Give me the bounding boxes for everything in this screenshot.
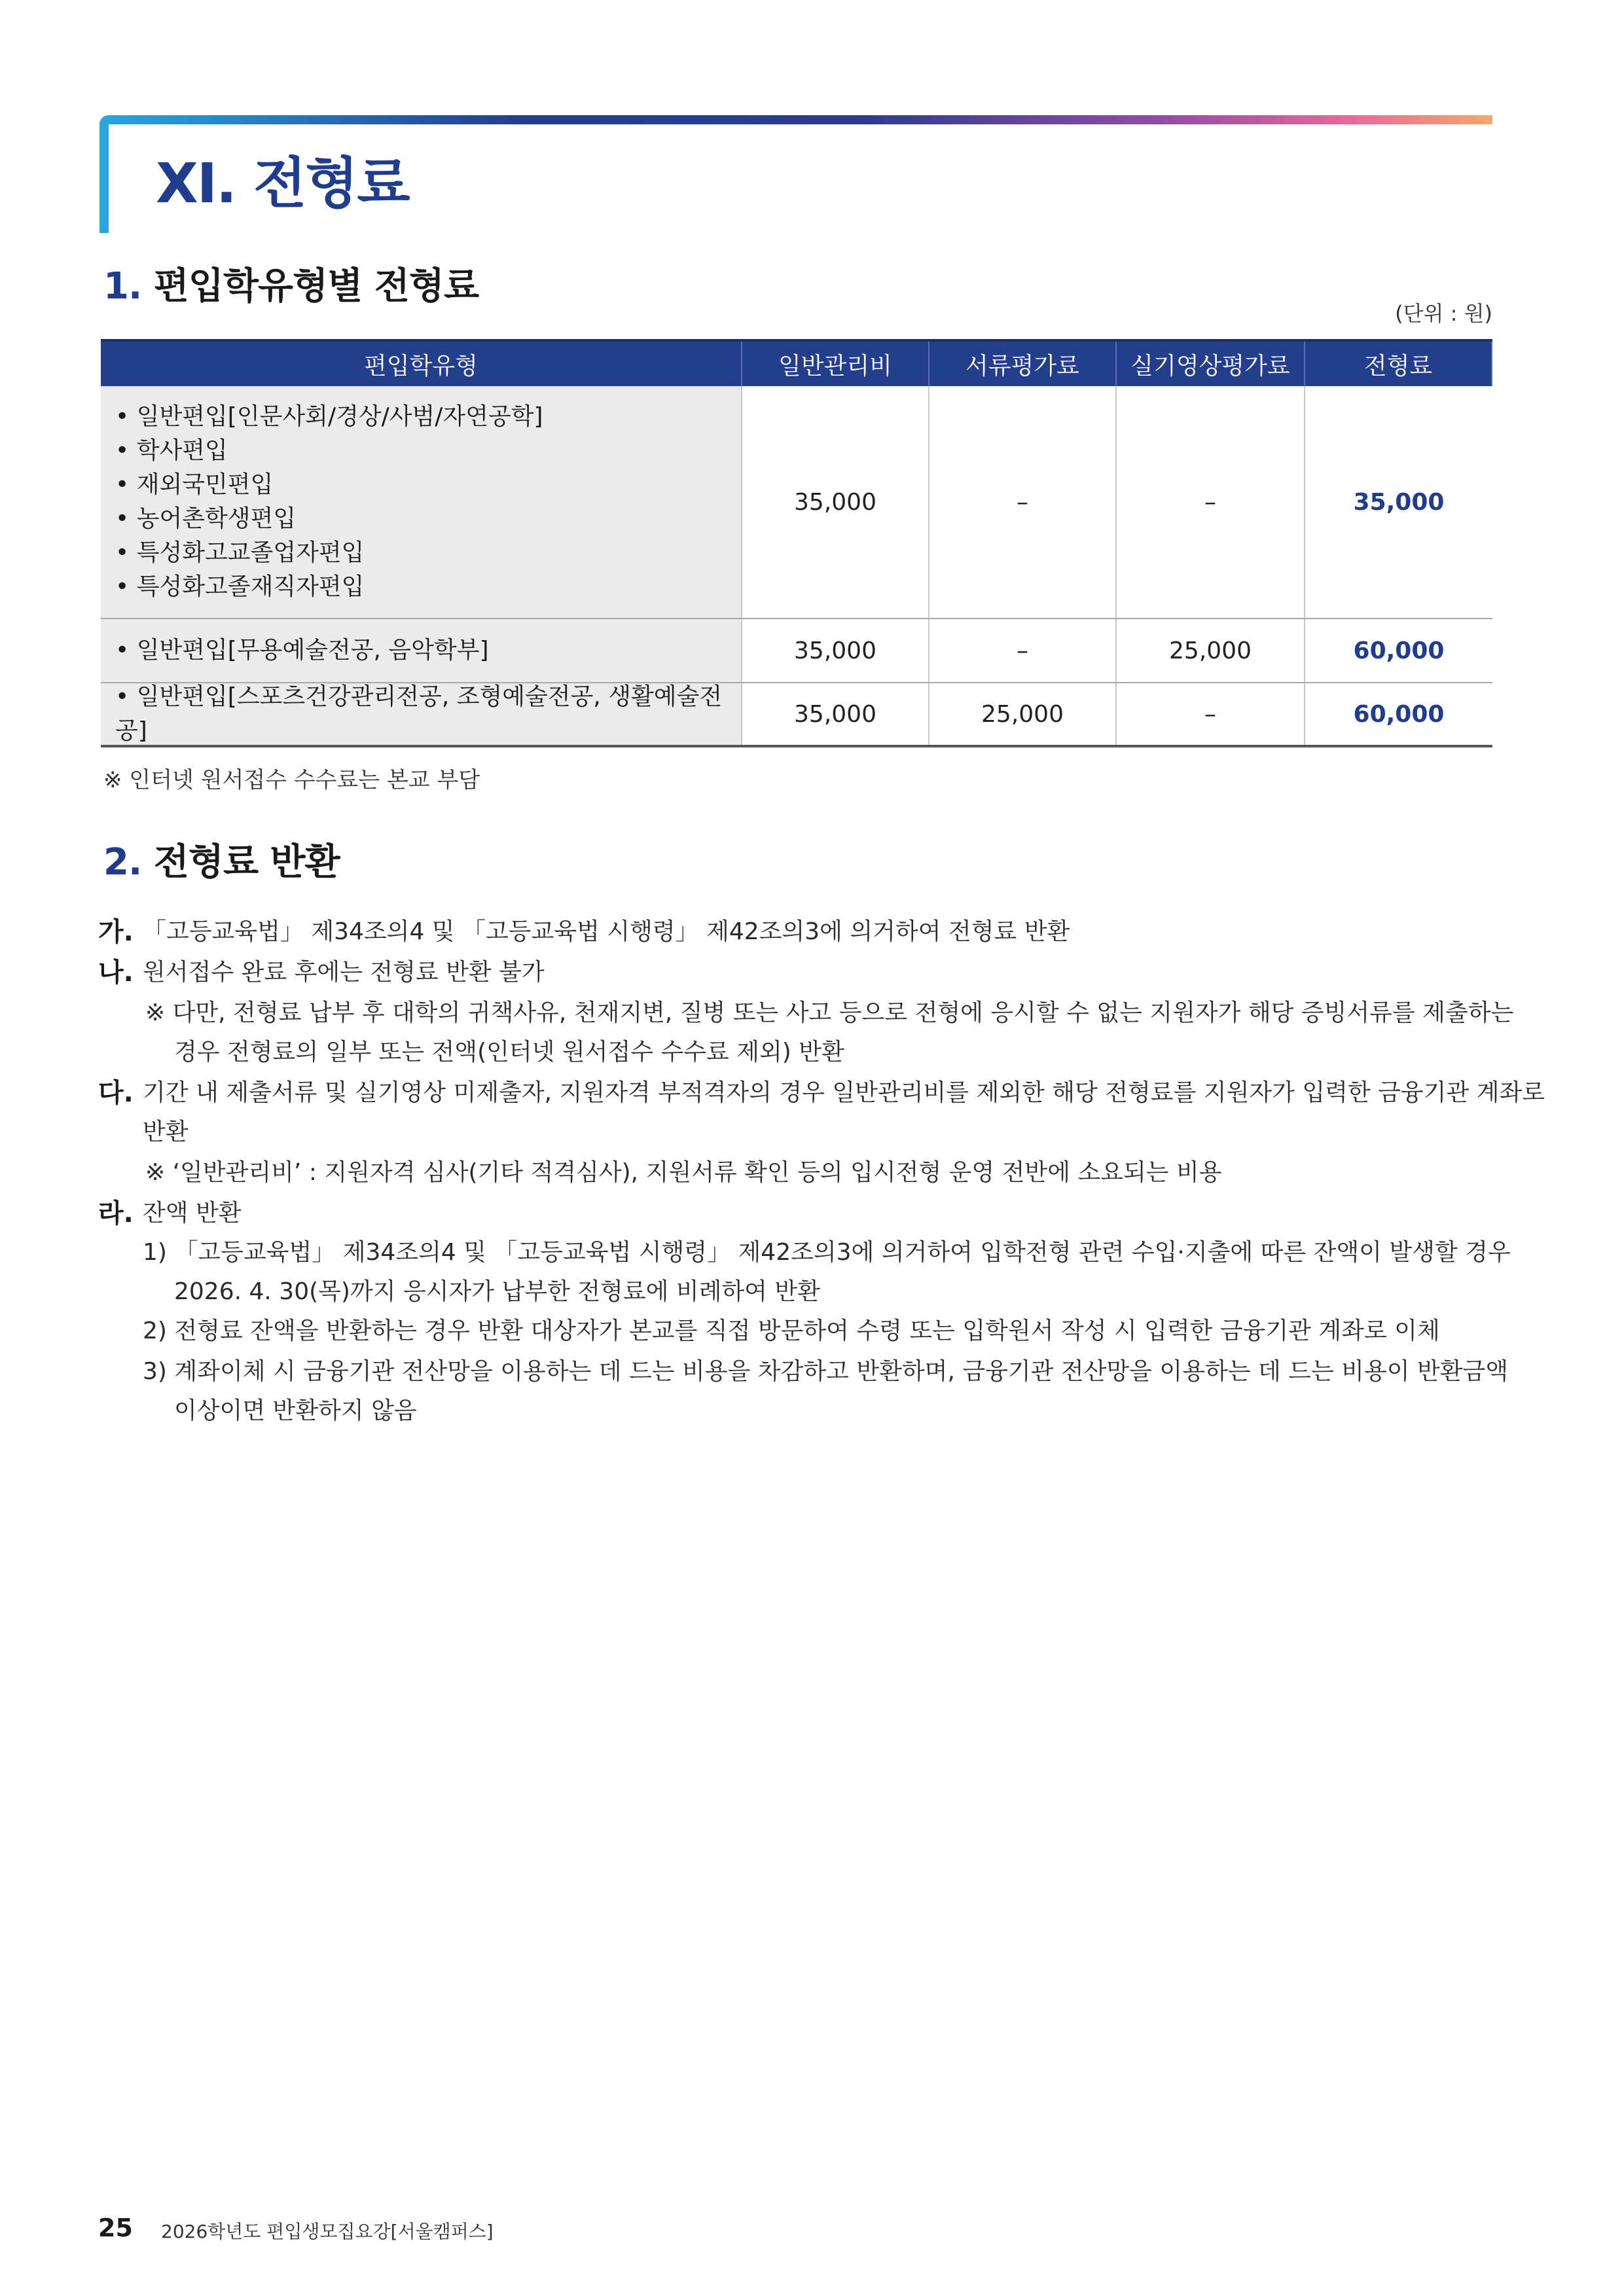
document-fee-cell: – bbox=[929, 619, 1117, 682]
refund-sub-line: 1) 「고등교육법」 제34조의4 및 「고등교육법 시행령」 제42조의3에 의거하여 입학전형 관련 수입·지출에 따른 잔액이 발생할 경우 bbox=[143, 1239, 1511, 1266]
item-mark-ra: 라. bbox=[98, 1198, 134, 1229]
table-row bbox=[101, 386, 1492, 619]
header-document-fee: 서류평가료 bbox=[929, 342, 1117, 386]
type-item: • 특성화고졸재직자편입 bbox=[115, 570, 543, 604]
refund-line: 잔액 반환 bbox=[143, 1200, 242, 1227]
type-item: • 일반편입[스포츠건강관리전공, 조형예술전공, 생활예술전공] bbox=[115, 680, 741, 748]
type-item: • 일반편입[무용예술전공, 음악학부] bbox=[115, 634, 489, 668]
section1-number: 1. bbox=[103, 265, 142, 308]
item-mark-ga: 가. bbox=[98, 917, 134, 947]
refund-sub-line: 2) 전형료 잔액을 반환하는 경우 반환 대상자가 본교를 직접 방문하여 수령 또는 입학원서 작성 시 입력한 금융기관 계좌로 이체 bbox=[143, 1318, 1440, 1344]
refund-note-line: 경우 전형료의 일부 또는 전액(인터넷 원서접수 수수료 제외) 반환 bbox=[174, 1039, 844, 1066]
section2-title: 전형료 반환 bbox=[153, 841, 340, 884]
document-fee-cell: – bbox=[929, 386, 1117, 618]
refund-line: 반환 bbox=[143, 1119, 189, 1145]
type-list bbox=[115, 400, 543, 604]
footer-title: 2026학년도 편입생모집요강[서울캠퍼스] bbox=[161, 2221, 494, 2242]
header-total: 전형료 bbox=[1305, 342, 1492, 386]
chapter-accent-hook bbox=[99, 115, 109, 233]
page-number: 25 bbox=[98, 2214, 133, 2242]
type-item: • 농어촌학생편입 bbox=[115, 502, 543, 536]
refund-note-line: ※ 다만, 전형료 납부 후 대학의 귀책사유, 천재지변, 질병 또는 사고 등으로 전형에 응시할 수 없는 지원자가 해당 증빙서류를 제출하는 bbox=[145, 999, 1514, 1026]
table-header-row bbox=[101, 339, 1492, 386]
type-list bbox=[115, 680, 741, 748]
chapter-gradient-bar bbox=[99, 115, 1492, 124]
refund-sub-line: 이상이면 반환하지 않음 bbox=[174, 1397, 417, 1424]
header-video-fee: 실기영상평가료 bbox=[1117, 342, 1305, 386]
type-cell bbox=[101, 386, 742, 618]
internet-fee-note: ※ 인터넷 원서접수 수수료는 본교 부담 bbox=[103, 767, 480, 793]
refund-line: 원서접수 완료 후에는 전형료 반환 불가 bbox=[143, 959, 545, 986]
document-fee-cell: 25,000 bbox=[929, 683, 1117, 745]
admin-fee-cell: 35,000 bbox=[742, 683, 929, 745]
table-row bbox=[101, 683, 1492, 747]
video-fee-cell: 25,000 bbox=[1117, 619, 1305, 682]
admin-fee-cell: 35,000 bbox=[742, 619, 929, 682]
type-cell bbox=[101, 683, 742, 745]
refund-sub-line: 3) 계좌이체 시 금융기관 전산망을 이용하는 데 드는 비용을 차감하고 반환하며, 금융기관 전산망을 이용하는 데 드는 비용이 반환금액 bbox=[143, 1358, 1509, 1385]
total-fee-cell: 35,000 bbox=[1353, 488, 1445, 516]
fee-table bbox=[101, 339, 1492, 747]
header-type: 편입학유형 bbox=[101, 342, 742, 386]
admin-fee-cell: 35,000 bbox=[742, 386, 929, 618]
header-admin-fee: 일반관리비 bbox=[742, 342, 929, 386]
section1-title: 편입학유형별 전형료 bbox=[153, 265, 479, 308]
section2-number: 2. bbox=[103, 841, 142, 884]
chapter-title: XI. 전형료 bbox=[156, 151, 409, 215]
refund-note-line: ※ ‘일반관리비’ : 지원자격 심사(기타 적격심사), 지원서류 확인 등의 입시전형 운영 전반에 소요되는 비용 bbox=[145, 1159, 1222, 1186]
video-fee-cell: – bbox=[1117, 386, 1305, 618]
total-fee-cell: 60,000 bbox=[1353, 637, 1445, 664]
type-item: • 학사편입 bbox=[115, 434, 543, 468]
total-fee-cell: 60,000 bbox=[1353, 700, 1445, 728]
unit-note: (단위 : 원) bbox=[1395, 301, 1492, 326]
item-mark-da: 다. bbox=[98, 1078, 134, 1108]
video-fee-cell: – bbox=[1117, 683, 1305, 745]
table-row bbox=[101, 619, 1492, 683]
refund-sub-line: 2026. 4. 30(목)까지 응시자가 납부한 전형료에 비례하여 반환 bbox=[174, 1278, 820, 1305]
type-cell bbox=[101, 619, 742, 682]
type-list bbox=[115, 634, 489, 668]
type-item: • 일반편입[인문사회/경상/사범/자연공학] bbox=[115, 400, 543, 434]
section2-heading bbox=[103, 841, 340, 884]
section1-heading bbox=[103, 265, 479, 308]
refund-line: 「고등교육법」 제34조의4 및 「고등교육법 시행령」 제42조의3에 의거하여 전형료 반환 bbox=[143, 918, 1070, 945]
refund-line: 기간 내 제출서류 및 실기영상 미제출자, 지원자격 부적격자의 경우 일반관리비를 제외한 해당 전형료를 지원자가 입력한 금융기관 계좌로 bbox=[143, 1079, 1545, 1106]
type-item: • 특성화고교졸업자편입 bbox=[115, 536, 543, 570]
item-mark-na: 나. bbox=[98, 958, 134, 988]
type-item: • 재외국민편입 bbox=[115, 468, 543, 502]
